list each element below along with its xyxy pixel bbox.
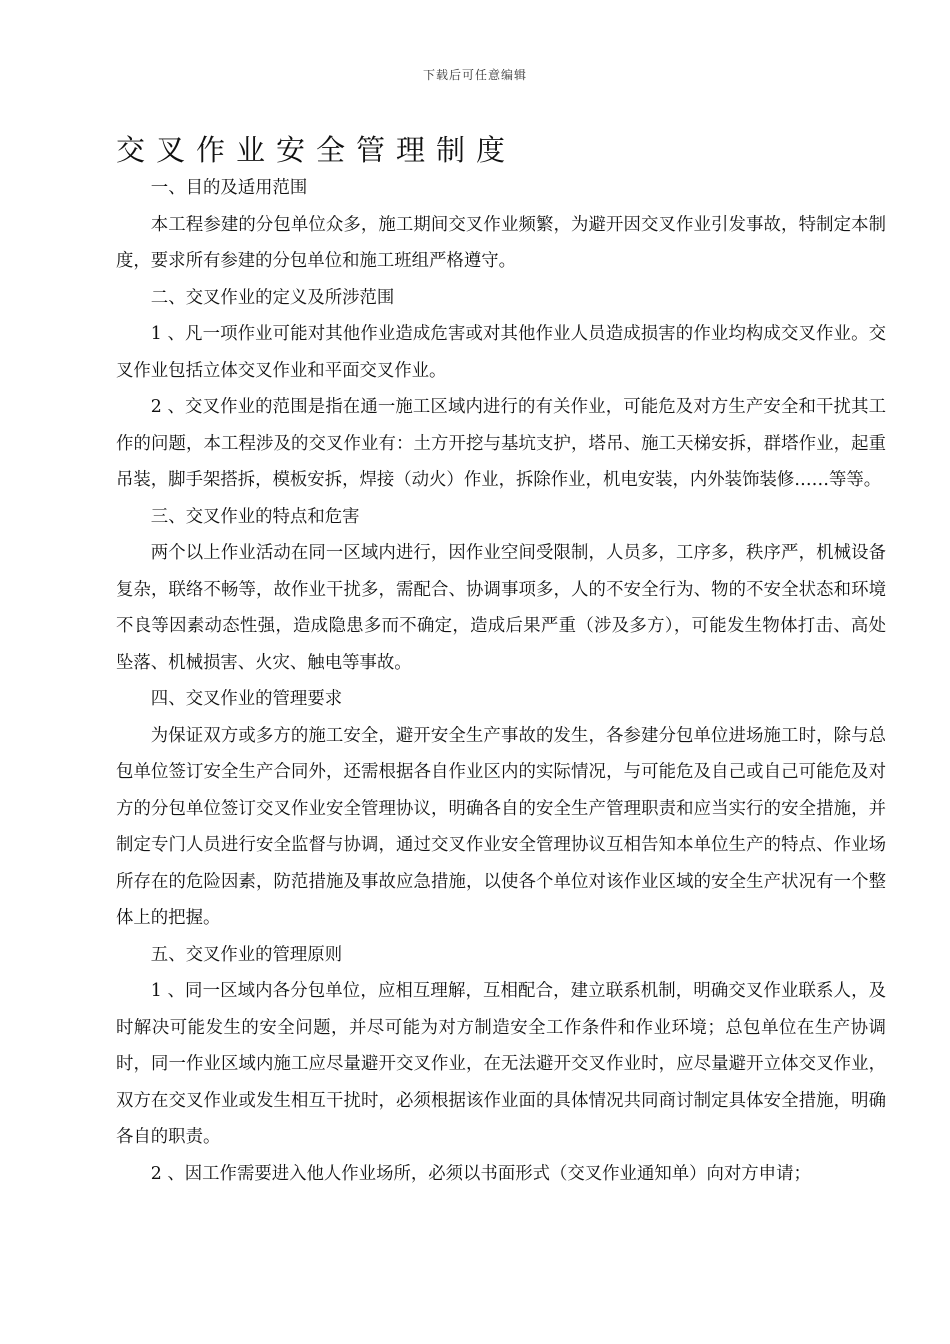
document-title: 交叉作业安全管理制度 bbox=[116, 133, 517, 167]
body-paragraph: 2 、交叉作业的范围是指在通一施工区域内进行的有关作业，可能危及对方生产安全和干扰其工作的问题，本工程涉及的交叉作业有：土方开挖与基坑支护，塔吊、施工天梯安拆，群塔作业，起重吊装，脚手架搭拆，模板安拆，焊接（动火）作业，拆除作业，机电安装，内外装饰装修……等等。 bbox=[116, 397, 886, 490]
section-heading-1: 一、目的及适用范围 bbox=[150, 178, 308, 198]
body-paragraph: 1 、凡一项作业可能对其他作业造成危害或对其他作业人员造成损害的作业均构成交叉作业。交叉作业包括立体交叉作业和平面交叉作业。 bbox=[116, 324, 886, 381]
body-paragraph: 2 、因工作需要进入他人作业场所，必须以书面形式（交叉作业通知单）向对方申请； bbox=[150, 1163, 811, 1184]
body-paragraph: 两个以上作业活动在同一区域内进行，因作业空间受限制，人员多，工序多，秩序严，机械设备复杂，联络不畅等，故作业干扰多，需配合、协调事项多，人的不安全行为、物的不安全状态和环境不良等因素动态性强，造成隐患多而不确定，造成后果严重（涉及多方），可能发生物体打击、高处坠落、机械损害、火灾、触电等事故。 bbox=[116, 543, 886, 673]
section-heading-2: 二、交叉作业的定义及所涉范围 bbox=[150, 287, 395, 308]
section-heading-4: 四、交叉作业的管理要求 bbox=[150, 689, 343, 709]
body-paragraph: 1 、同一区域内各分包单位，应相互理解，互相配合，建立联系机制，明确交叉作业联系人，及时解决可能发生的安全问题，并尽可能为对方制造安全工作条件和作业环境；总包单位在生产协调时，同一作业区域内施工应尽量避开交叉作业，在无法避开交叉作业时，应尽量避开立体交叉作业，双方在交叉作业或发生相互干扰时，必须根据该作业面的具体情况共同商讨制定具体安全措施，明确各自的职责。 bbox=[116, 981, 886, 1147]
section-heading-3: 三、交叉作业的特点和危害 bbox=[150, 506, 360, 527]
section-heading-5: 五、交叉作业的管理原则 bbox=[150, 944, 343, 965]
header-note: 下载后可任意编辑 bbox=[422, 68, 527, 82]
body-paragraph: 为保证双方或多方的施工安全，避开安全生产事故的发生，各参建分包单位进场施工时，除与总包单位签订安全生产合同外，还需根据各自作业区内的实际情况，与可能危及自己或自己可能危及对方的分包单位签订交叉作业安全管理协议，明确各自的安全生产管理职责和应当实行的安全措施，并制定专门人员进行安全监督与协调，通过交叉作业安全管理协议互相告知本单位生产的特点、作业场所存在的危险因素，防范措施及事故应急措施，以使各个单位对该作业区域的安全生产状况有一个整体上的把握。 bbox=[116, 725, 886, 928]
document-body bbox=[116, 170, 886, 1192]
body-paragraph: 本工程参建的分包单位众多，施工期间交叉作业频繁，为避开因交叉作业引发事故，特制定本制度，要求所有参建的分包单位和施工班组严格遵守。 bbox=[116, 214, 886, 271]
